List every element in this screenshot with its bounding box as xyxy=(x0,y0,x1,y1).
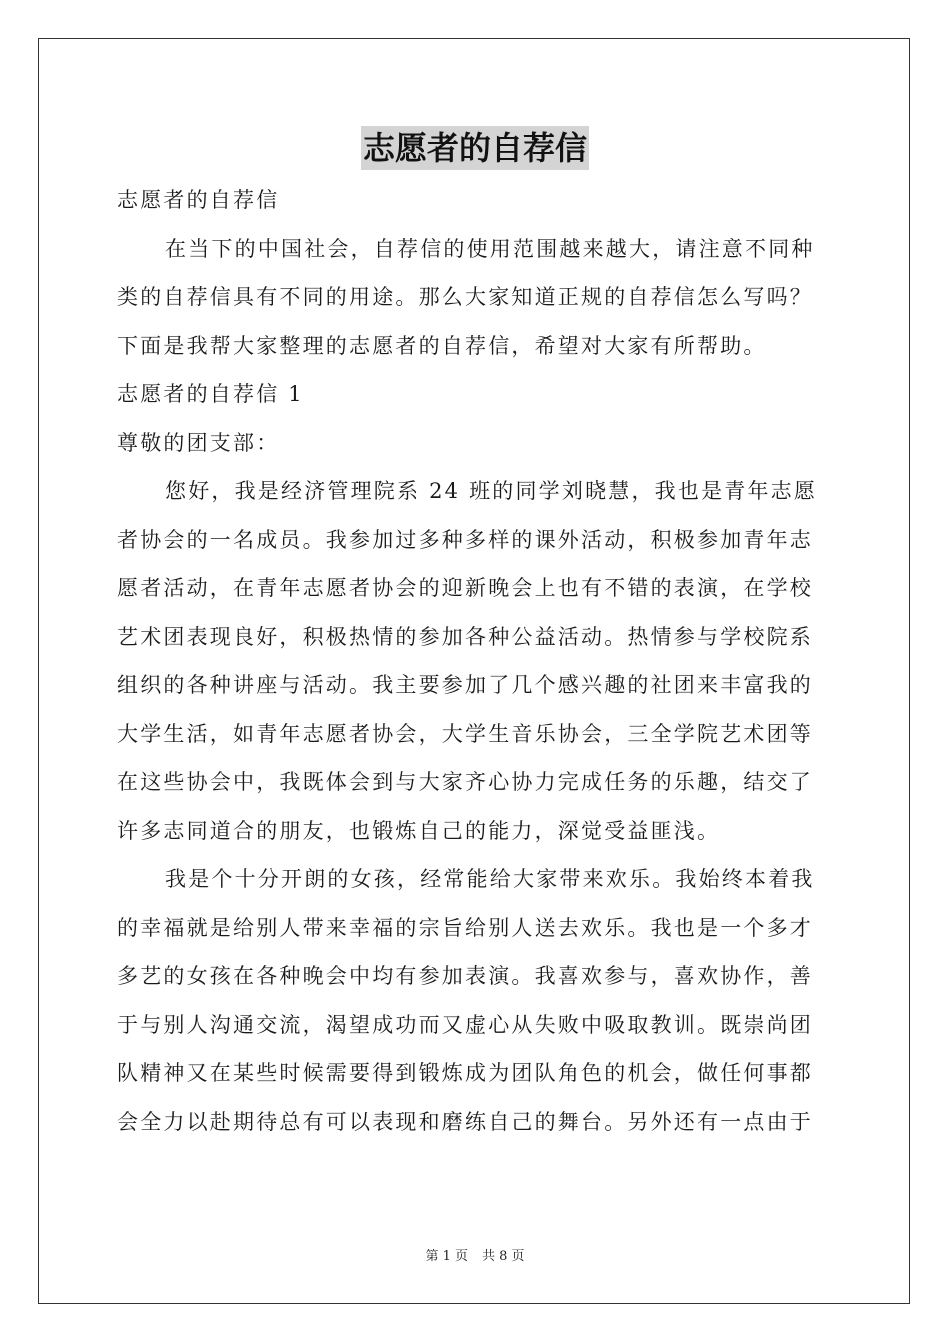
paragraph-line: 在当下的中国社会，自荐信的使用范围越来越大，请注意不同种 xyxy=(165,236,815,261)
paragraph-line: 许多志同道合的朋友，也锻炼自己的能力，深觉受益匪浅。 xyxy=(117,818,721,843)
page-number-current: 第 1 页 xyxy=(425,1249,468,1264)
subtitle-line: 志愿者的自荐信 xyxy=(117,188,280,212)
page-footer xyxy=(0,1245,950,1264)
paragraph-line: 组织的各种讲座与活动。我主要参加了几个感兴趣的社团来丰富我的 xyxy=(117,673,813,697)
document-title: 志愿者的自荐信 xyxy=(361,126,589,170)
paragraph-line: 下面是我帮大家整理的志愿者的自荐信，希望对大家有所帮助。 xyxy=(117,333,767,358)
paragraph-line: 我是个十分开朗的女孩，经常能给大家带来欢乐。我始终本着我 xyxy=(165,867,815,891)
paragraph-line: 类的自荐信具有不同的用途。那么大家知道正规的自荐信怎么写吗？ xyxy=(117,285,813,309)
paragraph-line: 在这些协会中，我既体会到与大家齐心协力完成任务的乐趣，结交了 xyxy=(117,770,813,794)
paragraph-line: 多艺的女孩在各种晚会中均有参加表演。我喜欢参与，喜欢协作，善 xyxy=(117,964,813,988)
paragraph-line: 会全力以赴期待总有可以表现和磨练自己的舞台。另外还有一点由于 xyxy=(117,1109,813,1134)
paragraph-line: 您好，我是经济管理院系 24 班的同学刘晓慧，我也是青年志愿 xyxy=(165,479,818,503)
paragraph-line: 艺术团表现良好，积极热情的参加各种公益活动。热情参与学校院系 xyxy=(117,624,813,649)
paragraph-line: 于与别人沟通交流，渴望成功而又虚心从失败中吸取教训。既崇尚团 xyxy=(117,1012,813,1037)
page-number-total: 共 8 页 xyxy=(482,1249,525,1264)
paragraph-line: 愿者活动，在青年志愿者协会的迎新晚会上也有不错的表演，在学校 xyxy=(117,576,813,600)
paragraph-line: 的幸福就是给别人带来幸福的宗旨给别人送去欢乐。我也是一个多才 xyxy=(117,915,813,940)
paragraph-line: 队精神又在某些时候需要得到锻炼成为团队角色的机会，做任何事都 xyxy=(117,1061,813,1085)
paragraph-line: 大学生活，如青年志愿者协会，大学生音乐协会，三全学院艺术团等 xyxy=(117,721,813,746)
section-heading: 志愿者的自荐信 1 xyxy=(117,382,304,406)
salutation: 尊敬的团支部： xyxy=(117,430,280,455)
title-container xyxy=(0,126,950,170)
document-body xyxy=(117,176,833,1146)
paragraph-line: 者协会的一名成员。我参加过多种多样的课外活动，积极参加青年志 xyxy=(117,527,813,552)
